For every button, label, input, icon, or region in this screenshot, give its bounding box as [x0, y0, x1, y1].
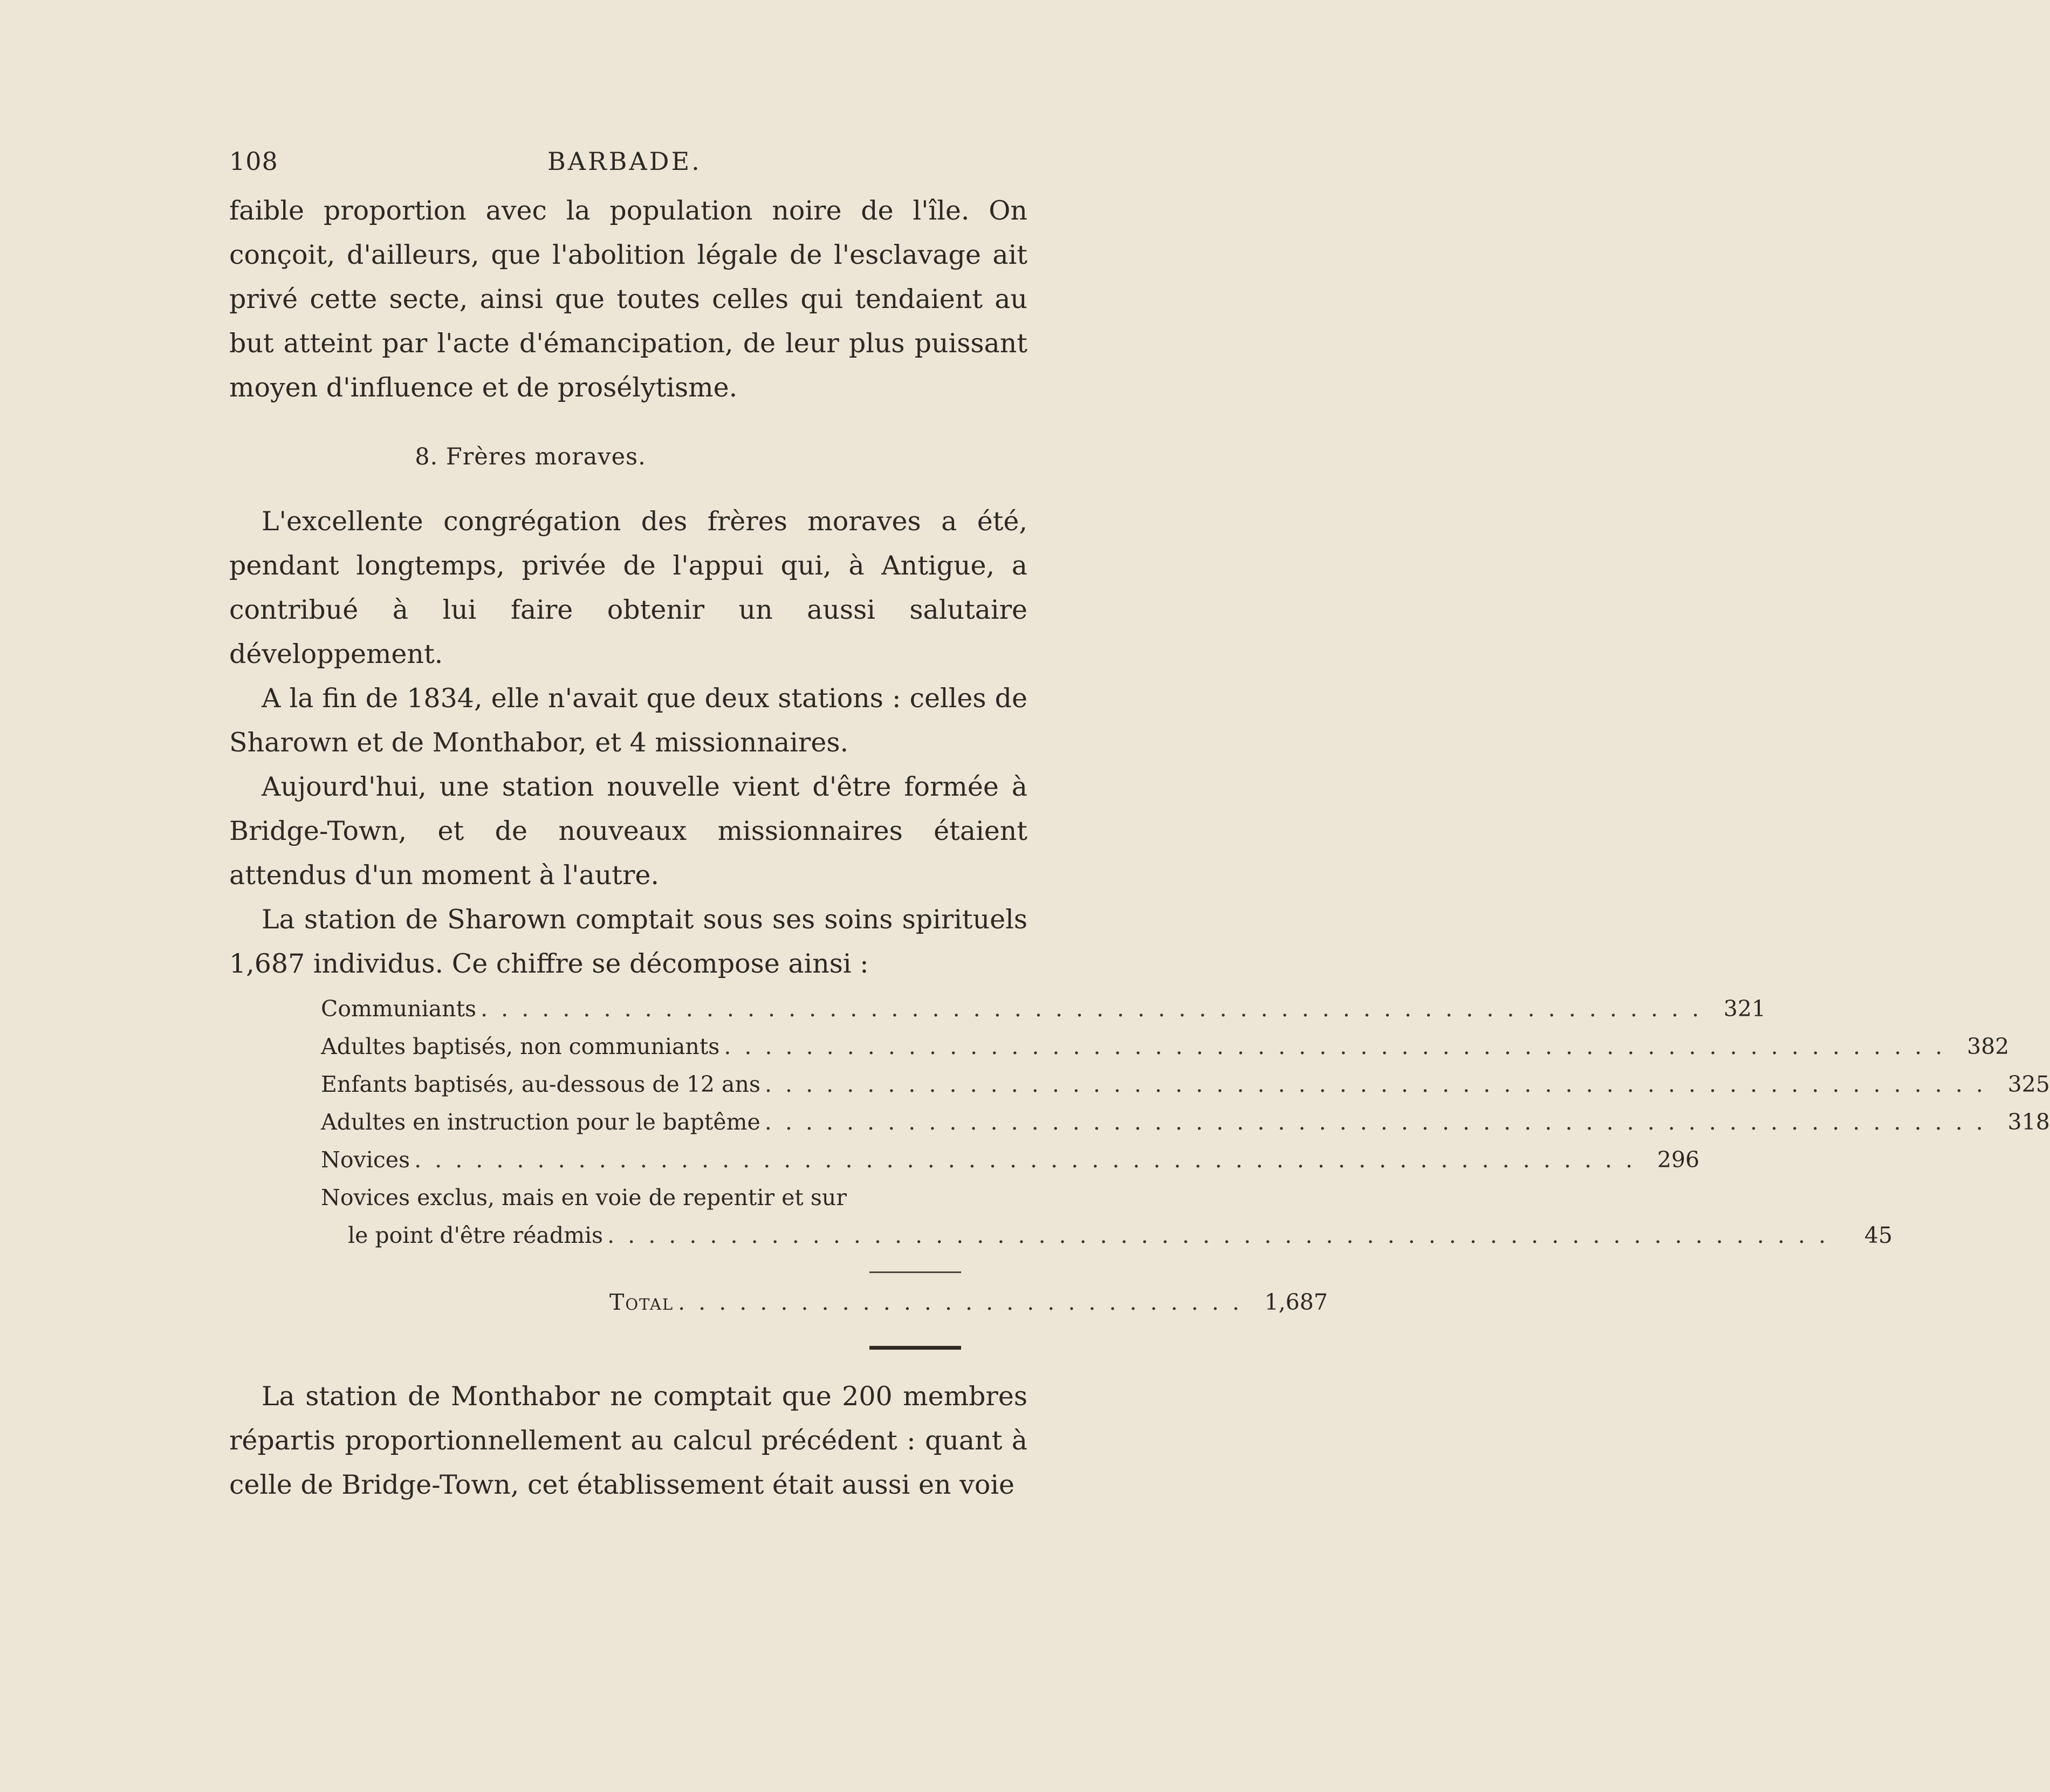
row-value: 318 — [2007, 1109, 2050, 1135]
row-label: Adultes en instruction pour le baptême — [321, 1109, 760, 1135]
dot-leader: . . . . . . . . . . . . . . . . . . . . . . . . . . . . . . . . . . . . . . . . . . . . . . . . . . . . . . . . . . . . — [607, 1222, 1829, 1248]
section-heading: 8. Frères moraves. — [415, 443, 646, 470]
row-value: 382 — [1966, 1034, 2010, 1059]
table-row — [321, 1147, 1700, 1185]
row-label: Adultes baptisés, non communiants — [321, 1034, 720, 1059]
table-row — [321, 1185, 963, 1222]
table-row — [321, 1071, 2050, 1109]
table-row — [321, 1034, 2010, 1071]
page-number: 108 — [229, 147, 278, 176]
table-row — [321, 1109, 2050, 1147]
paragraph: A la fin de 1834, elle n'avait que deux stations : celles de Sharown et de Monthabor, et 4 missionnaires. — [229, 683, 1027, 758]
row-value: 45 — [1864, 1222, 1893, 1248]
total-value: 1,687 — [1264, 1289, 1328, 1315]
dot-leader: . . . . . . . . . . . . . . . . . . . . . . . . . . . . . . . . . . . . . . . . . . . . . . . . . . . . . . . . . . . . — [724, 1034, 1946, 1059]
row-value: 325 — [2007, 1071, 2050, 1097]
row-label: Novices exclus, mais en voie de repentir et sur — [321, 1185, 847, 1210]
row-value: 296 — [1657, 1147, 1700, 1173]
dot-leader: . . . . . . . . . . . . . . . . . . . . . . . . . . . . . . . . . . . . . . . . . . . . . . . . . . . . . . . . . . . . — [764, 1071, 1986, 1097]
total-row — [609, 1289, 1328, 1315]
row-label: Novices — [321, 1147, 410, 1173]
row-label: le point d'être réadmis — [348, 1222, 604, 1248]
paragraph: La station de Monthabor ne comptait que 200 membres répartis proportionnellement au calcul précédent : quant à celle de Bridge-Town, cet établissement était aussi en voie — [229, 1381, 1027, 1500]
statistics-table — [321, 996, 2050, 1260]
paragraph: faible proportion avec la population noire de l'île. On conçoit, d'ailleurs, que l'abolition légale de l'esclavage ait privé cette secte, ainsi que toutes celles qui tendaient au but atteint par l'acte d'émancipation, de leur plus puissant moyen d'influence et de prosélytisme. — [229, 195, 1027, 403]
dot-leader: . . . . . . . . . . . . . . . . . . . . . . . . . . . . . . . . . . . . . . . . . . . . . . . . . . . . . . . . . . . . — [764, 1109, 1986, 1135]
row-label: Communiants — [321, 996, 477, 1022]
paragraph: La station de Sharown comptait sous ses soins spirituels 1,687 individus. Ce chiffre se décompose ainsi : — [229, 904, 1027, 979]
total-label: Total — [609, 1289, 674, 1315]
running-header: BARBADE. — [547, 147, 702, 176]
row-value: 321 — [1723, 996, 1766, 1022]
paragraph: Aujourd'hui, une station nouvelle vient d'être formée à Bridge-Town, et de nouveaux missionnaires étaient attendus d'un moment à l'autre. — [229, 771, 1027, 891]
table-row — [321, 996, 1766, 1034]
table-row — [321, 1222, 1893, 1260]
end-rule — [869, 1346, 961, 1350]
dot-leader: . . . . . . . . . . . . . . . . . . . . . . . . . . . . . . . . . . . . . . . . . . . . . . . . . . . . . . . . . . . . — [481, 996, 1703, 1022]
row-label: Enfants baptisés, au-dessous de 12 ans — [321, 1071, 760, 1097]
dot-leader: . . . . . . . . . . . . . . . . . . . . . . . . . . . . — [678, 1289, 1243, 1315]
sum-rule — [869, 1271, 961, 1273]
dot-leader: . . . . . . . . . . . . . . . . . . . . . . . . . . . . . . . . . . . . . . . . . . . . . . . . . . . . . . . . . . . . — [414, 1147, 1636, 1173]
paragraph: L'excellente congrégation des frères moraves a été, pendant longtemps, privée de l'appui qui, à Antigue, a contribué à lui faire obtenir un aussi salutaire développement. — [229, 506, 1027, 669]
